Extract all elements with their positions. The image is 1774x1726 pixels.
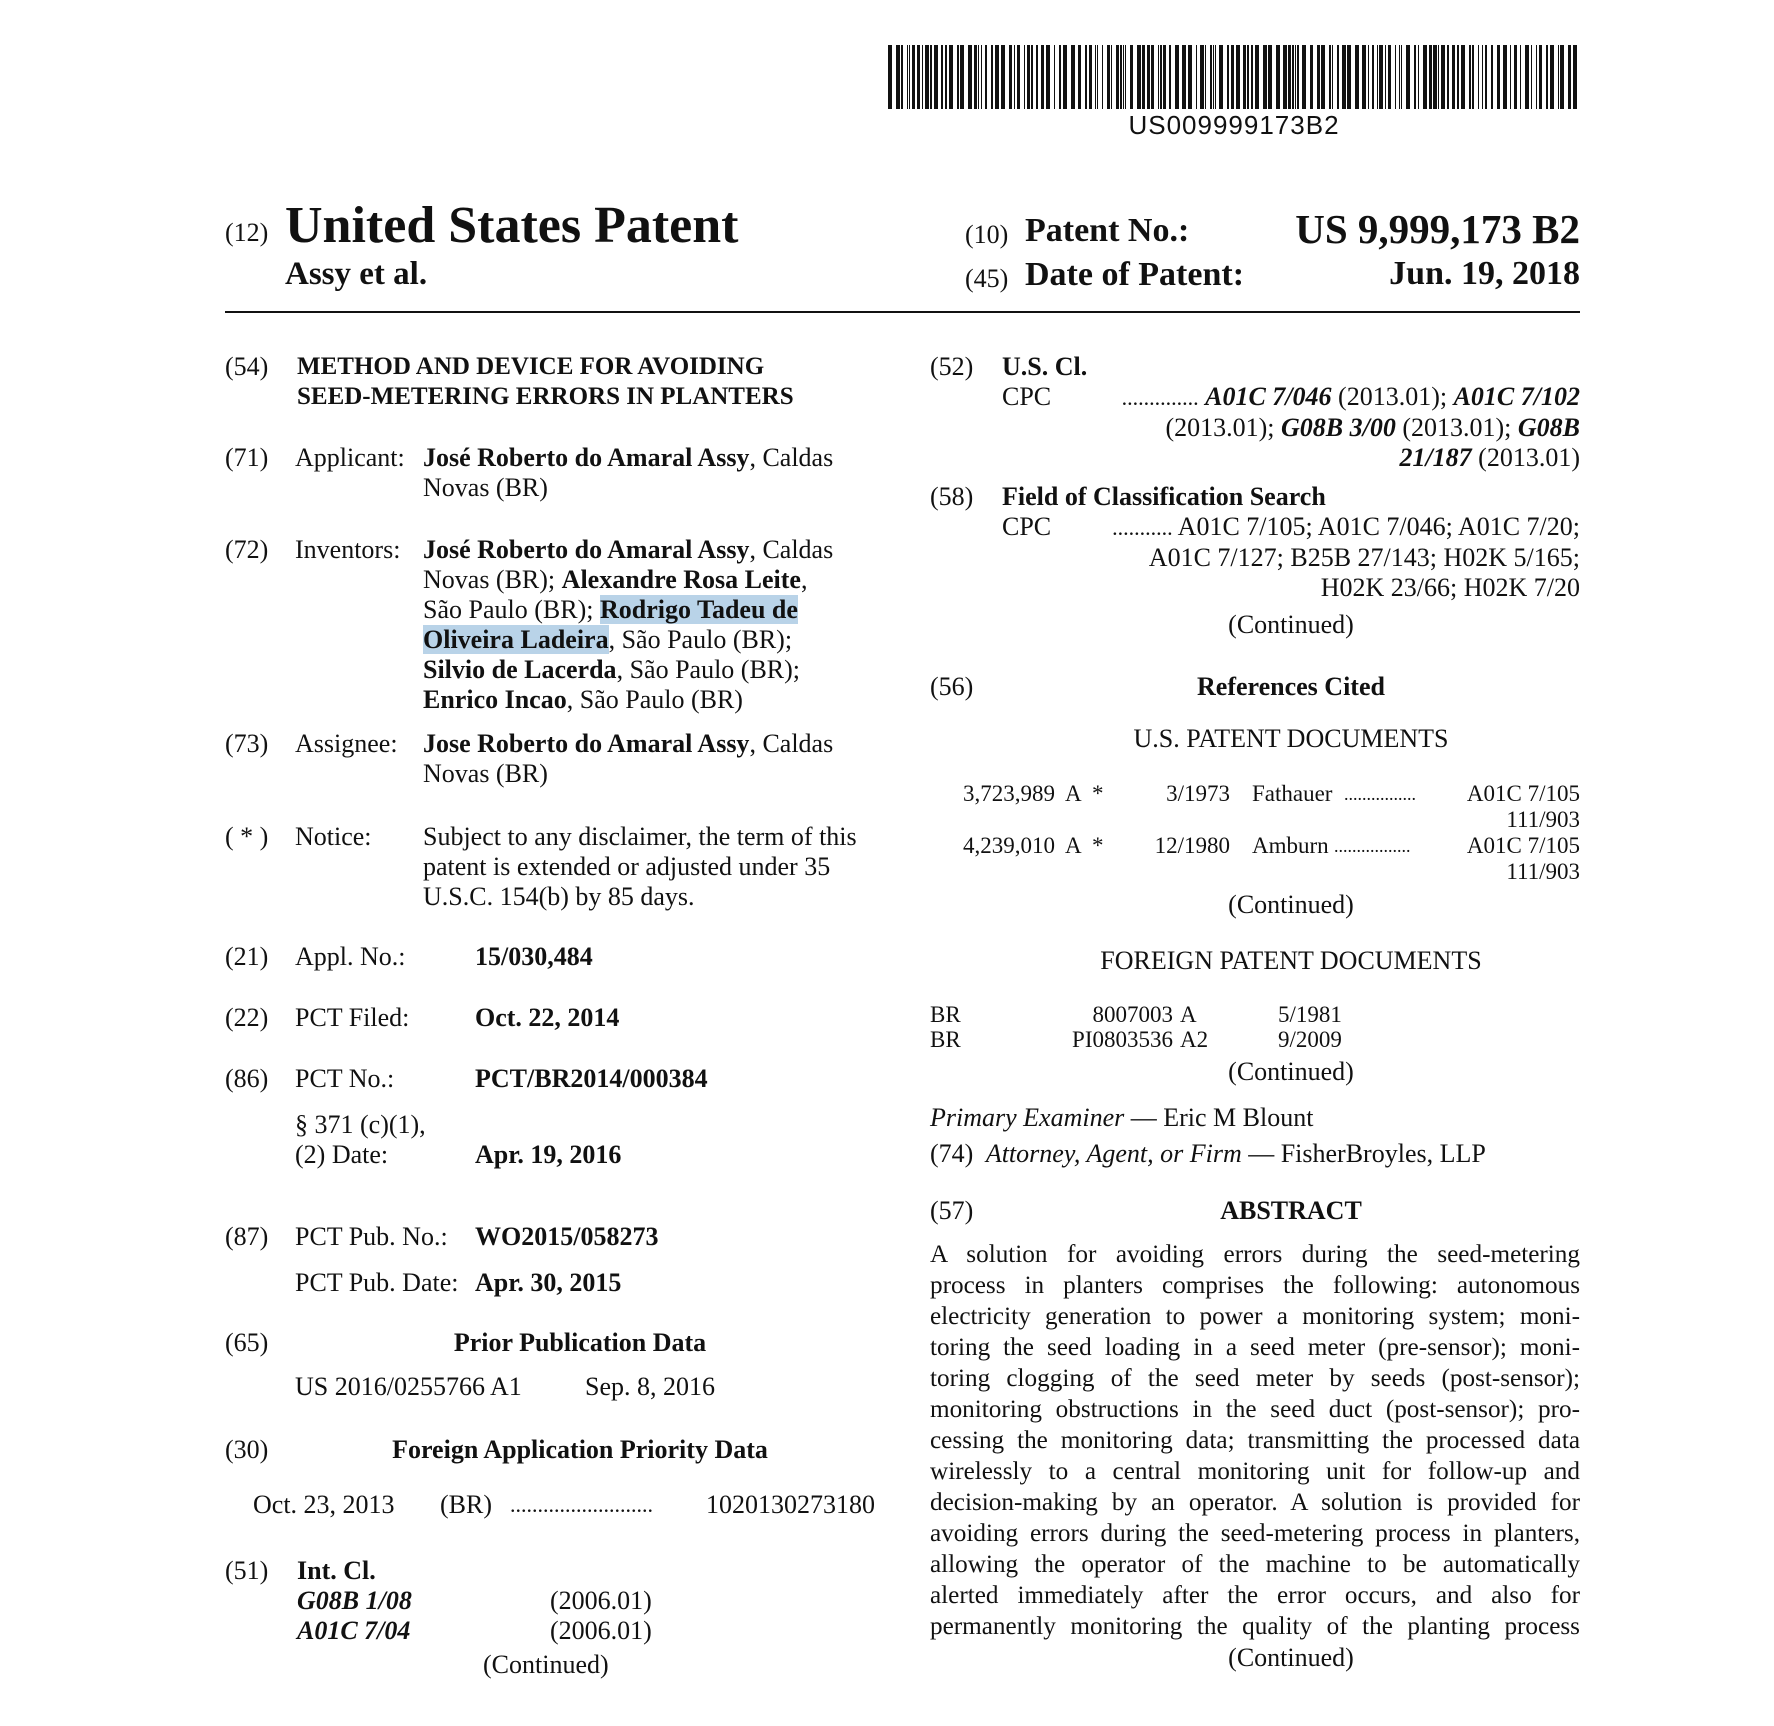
code-65: (65) <box>225 1328 269 1357</box>
abstract-line: cessing the monitoring data; transmitting the processed data <box>930 1427 1580 1454</box>
inventor-4: Silvio de Lacerda <box>423 655 617 684</box>
assignee-loc2: Novas (BR) <box>423 759 548 788</box>
us-cl-cpc-label: CPC <box>1002 382 1052 411</box>
examiner-label: Primary Examiner <box>930 1103 1125 1132</box>
notice-line1: Subject to any disclaimer, the term of this <box>423 822 857 851</box>
us-doc-1-kind: A <box>1065 781 1082 806</box>
barcode-bar <box>917 45 920 109</box>
inventor-2-sep: , <box>800 565 808 594</box>
appl-no-value: 15/030,484 <box>475 942 593 971</box>
left-column <box>225 0 875 1726</box>
barcode-bar <box>925 45 929 109</box>
pct-pub-date-label: PCT Pub. Date: <box>295 1268 459 1297</box>
us-doc-2-star: * <box>1092 833 1104 858</box>
abstract-line: electricity generation to power a monitoring system; moni- <box>930 1303 1580 1330</box>
us-doc-1-no: 3,723,989 <box>963 781 1055 806</box>
prior-pub-number: US 2016/0255766 A1 <box>295 1372 522 1401</box>
code-21: (21) <box>225 942 269 971</box>
int-cl-row-1-class: G08B 1/08 <box>297 1586 412 1615</box>
foreign-priority-date: Oct. 23, 2013 <box>253 1490 395 1519</box>
us-cl-dots: .............. <box>1121 385 1199 410</box>
pct-371-date: Apr. 19, 2016 <box>475 1140 622 1169</box>
applicant-name: José Roberto do Amaral Assy <box>423 443 750 472</box>
pct-pub-no-label: PCT Pub. No.: <box>295 1222 448 1251</box>
foreign-doc-2-no: PI0803536 <box>1072 1027 1173 1052</box>
examiner-sep: — <box>1124 1103 1164 1132</box>
foreign-doc-1-kind: A <box>1180 1002 1197 1027</box>
us-cl-v1: (2013.01); <box>1331 382 1454 411</box>
code-72: (72) <box>225 535 269 564</box>
barcode-bar <box>896 45 900 109</box>
code-87: (87) <box>225 1222 269 1251</box>
foreign-docs-heading: FOREIGN PATENT DOCUMENTS <box>1100 946 1482 975</box>
attorney-line <box>930 1139 1580 1169</box>
us-doc-2-class: A01C 7/105 <box>1466 833 1580 858</box>
attorney-sep: — <box>1241 1139 1281 1168</box>
inventor-5-loc: , São Paulo (BR) <box>566 685 743 714</box>
right-column <box>930 0 1580 1726</box>
int-cl-row-2-class: A01C 7/04 <box>297 1616 411 1645</box>
us-docs-heading: U.S. PATENT DOCUMENTS <box>1133 724 1449 753</box>
patent-date: Jun. 19, 2018 <box>1389 255 1580 292</box>
pct-371 <box>295 1110 426 1170</box>
field-search-heading: Field of Classification Search <box>1002 482 1326 511</box>
us-doc-1-class: A01C 7/105 <box>1466 781 1580 806</box>
foreign-doc-2-country: BR <box>930 1027 961 1052</box>
abstract-line: decision-making by an operator. A solution is provided for <box>930 1489 1580 1516</box>
pct-pub-no-value: WO2015/058273 <box>475 1222 659 1251</box>
pct-filed-value: Oct. 22, 2014 <box>475 1003 620 1032</box>
us-cl-heading: U.S. Cl. <box>1002 352 1088 381</box>
field-search-dots: ........... <box>1112 515 1173 540</box>
examiner-line <box>930 1103 1580 1133</box>
us-doc-2-dots: ................. <box>1334 836 1411 856</box>
int-cl-row-2-version: (2006.01) <box>550 1616 652 1645</box>
us-doc-2-no: 4,239,010 <box>963 833 1055 858</box>
foreign-doc-1-no: 8007003 <box>1092 1002 1173 1027</box>
assignee-name: Jose Roberto do Amaral Assy <box>423 729 750 758</box>
barcode-bar <box>907 45 908 109</box>
abstract-line: wirelessly to a central monitoring unit for follow-up and <box>930 1458 1580 1485</box>
code-74: (74) <box>930 1139 974 1168</box>
us-doc-1-dots: ................ <box>1344 784 1416 804</box>
inventor-1-loc2: Novas (BR); <box>423 565 562 594</box>
inventors-label: Inventors: <box>295 535 401 564</box>
code-71: (71) <box>225 443 269 472</box>
inventor-5: Enrico Incao <box>423 685 567 714</box>
us-doc-1-name: Fathauer <box>1252 781 1333 806</box>
us-cl-cpc <box>1002 382 1580 473</box>
code-52: (52) <box>930 352 974 381</box>
us-doc-2-name: Amburn <box>1252 833 1329 858</box>
us-doc-2-subclass: 111/903 <box>1506 859 1580 884</box>
foreign-priority-country: (BR) <box>440 1490 492 1519</box>
abstract-continued: (Continued) <box>1228 1643 1354 1672</box>
applicant-label: Applicant: <box>295 443 405 472</box>
pct-no-label: PCT No.: <box>295 1064 395 1093</box>
foreign-doc-1-date: 5/1981 <box>1278 1002 1342 1027</box>
date-label: Date of Patent: <box>1025 256 1245 293</box>
barcode-bar <box>909 45 910 109</box>
inventor-short: Assy et al. <box>285 256 428 292</box>
us-cl-v3: (2013.01); <box>1395 413 1518 442</box>
abstract-line: allowing the operator of the machine to be automatically <box>930 1551 1580 1578</box>
applicant-loc2: Novas (BR) <box>423 473 548 502</box>
code-notice: ( * ) <box>225 822 269 851</box>
barcode-bar <box>901 45 903 109</box>
abstract-line: alerted immediately after the error occurs, and also for <box>930 1582 1580 1609</box>
code-30: (30) <box>225 1435 269 1464</box>
int-cl-heading: Int. Cl. <box>297 1556 376 1585</box>
doc-type: United States Patent <box>285 197 739 254</box>
abstract-line: monitoring obstructions in the seed duct (post-sensor); pro- <box>930 1396 1580 1423</box>
foreign-priority-dots: .......................... <box>510 1492 653 1517</box>
barcode-bar <box>922 45 923 109</box>
assignee-loc1: , Caldas <box>749 729 834 758</box>
notice-line2: patent is extended or adjusted under 35 <box>423 852 831 881</box>
barcode-bar <box>912 45 915 109</box>
inventor-1: José Roberto do Amaral Assy <box>423 535 750 564</box>
inventor-1-loc: , Caldas <box>749 535 834 564</box>
field-search-cpc-label: CPC <box>1002 512 1052 541</box>
abstract-body <box>930 1239 1580 1642</box>
us-cl-class-4b: 21/187 <box>1399 443 1472 472</box>
abstract-line: A solution for avoiding errors during the seed-metering <box>930 1241 1580 1268</box>
us-cl-class-2: A01C 7/102 <box>1453 382 1580 411</box>
int-cl-continued: (Continued) <box>483 1650 609 1679</box>
us-doc-1-date: 3/1973 <box>1166 781 1230 806</box>
us-cl-class-3: G08B 3/00 <box>1280 413 1396 442</box>
barcode-bar <box>888 45 892 109</box>
assignee-label: Assignee: <box>295 729 398 758</box>
abstract-line: permanently monitoring the quality of the planting process <box>930 1613 1580 1640</box>
us-cl-v2: (2013.01); <box>1165 413 1281 442</box>
code-58: (58) <box>930 482 974 511</box>
attorney-name: FisherBroyles, LLP <box>1280 1139 1486 1168</box>
us-doc-1-subclass: 111/903 <box>1506 807 1580 832</box>
patent-no: US 9,999,173 B2 <box>1295 206 1580 252</box>
us-cl-class-4a: G08B <box>1517 413 1580 442</box>
field-search-cpc <box>1002 512 1580 603</box>
code-45: (45) <box>965 264 1009 293</box>
pct-371-label2: (2) Date: <box>295 1140 389 1169</box>
title-line1: METHOD AND DEVICE FOR AVOIDING <box>297 353 765 380</box>
foreign-priority-number: 1020130273180 <box>706 1490 875 1519</box>
abstract-line: avoiding errors during the seed-metering process in planters, <box>930 1520 1580 1547</box>
code-56: (56) <box>930 672 974 701</box>
patent-no-label: Patent No.: <box>1025 212 1190 249</box>
inventor-3-loc: , São Paulo (BR); <box>608 625 793 654</box>
field-search-line1: A01C 7/105; A01C 7/046; A01C 7/20; <box>1177 512 1580 541</box>
foreign-docs-continued: (Continued) <box>1228 1057 1354 1086</box>
code-54: (54) <box>225 352 269 381</box>
prior-pub-heading: Prior Publication Data <box>453 1328 707 1357</box>
barcode-number: US009999173B2 <box>1128 110 1340 140</box>
inventor-3-highlighted[interactable]: Rodrigo Tadeu de <box>599 595 798 624</box>
refs-heading: References Cited <box>1197 672 1385 701</box>
code-57: (57) <box>930 1196 974 1225</box>
foreign-doc-2-date: 9/2009 <box>1278 1027 1342 1052</box>
field-search-line2: A01C 7/127; B25B 27/143; H02K 5/165; <box>1148 543 1580 572</box>
applicant-loc1: , Caldas <box>749 443 834 472</box>
abstract-heading: ABSTRACT <box>1220 1196 1362 1225</box>
appl-no-label: Appl. No.: <box>295 942 406 971</box>
abstract-line: toring clogging of the seed meter by seeds (post-sensor); <box>930 1365 1580 1392</box>
foreign-doc-2-kind: A2 <box>1180 1027 1209 1052</box>
code-51: (51) <box>225 1556 269 1585</box>
us-cl-class-1: A01C 7/046 <box>1205 382 1332 411</box>
us-doc-2-kind: A <box>1065 833 1082 858</box>
pct-no-value: PCT/BR2014/000384 <box>475 1064 708 1093</box>
code-12: (12) <box>225 218 269 247</box>
us-doc-2-date: 12/1980 <box>1154 833 1230 858</box>
foreign-doc-1-country: BR <box>930 1002 961 1027</box>
code-73: (73) <box>225 729 269 758</box>
code-22: (22) <box>225 1003 269 1032</box>
field-search-line3: H02K 23/66; H02K 7/20 <box>1320 573 1580 602</box>
pct-pub-date-value: Apr. 30, 2015 <box>475 1268 622 1297</box>
code-86: (86) <box>225 1064 269 1093</box>
attorney-label: Attorney, Agent, or Firm <box>985 1139 1242 1168</box>
examiner-name: Eric M Blount <box>1163 1103 1314 1132</box>
title-line2: SEED-METERING ERRORS IN PLANTERS <box>297 383 794 410</box>
notice-label: Notice: <box>295 822 372 851</box>
us-doc-1-star: * <box>1092 781 1104 806</box>
code-10: (10) <box>965 220 1009 249</box>
pct-filed-label: PCT Filed: <box>295 1003 410 1032</box>
foreign-priority-heading: Foreign Application Priority Data <box>392 1435 768 1464</box>
pct-371-label1: § 371 (c)(1), <box>295 1110 426 1139</box>
title <box>297 352 794 412</box>
field-search-continued: (Continued) <box>1228 610 1354 639</box>
notice-line3: U.S.C. 154(b) by 85 days. <box>423 882 695 911</box>
inventor-2: Alexandre Rosa Leite <box>561 565 801 594</box>
abstract-line: toring the seed loading in a seed meter (pre-sensor); moni- <box>930 1334 1580 1361</box>
us-cl-v4: (2013.01) <box>1471 443 1580 472</box>
us-docs-continued: (Continued) <box>1228 890 1354 919</box>
inventor-4-loc: , São Paulo (BR); <box>616 655 801 684</box>
inventor-3-highlighted-cont[interactable]: Oliveira Ladeira <box>423 625 609 654</box>
abstract-line: process in planters comprises the following: autonomous <box>930 1272 1580 1299</box>
int-cl-row-1-version: (2006.01) <box>550 1586 652 1615</box>
prior-pub-date: Sep. 8, 2016 <box>585 1372 715 1401</box>
inventor-2-loc: São Paulo (BR); <box>423 595 600 624</box>
